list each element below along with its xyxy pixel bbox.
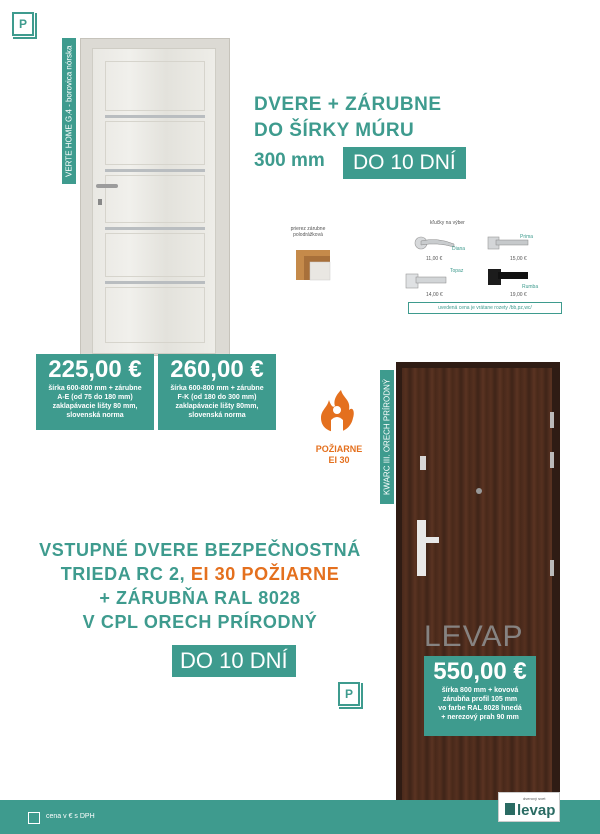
- price-ae-line: A-E (od 75 do 180 mm): [57, 394, 133, 401]
- handle-diana-price: 11,00 €: [426, 256, 443, 262]
- headline-doors: [254, 92, 442, 144]
- entry-line2-fire: EI 30 POŽIARNE: [190, 564, 340, 584]
- handle-prima-price: 15,00 €: [510, 256, 527, 262]
- door2-model-label: KWARC III. ORECH PRÍRODNÝ: [382, 378, 392, 496]
- footer-vat-note: cena v € s DPH: [46, 813, 95, 820]
- fire-person-icon: [313, 386, 361, 436]
- headline-line2: DO ŠÍRKY MÚRU: [254, 120, 415, 141]
- door2-peephole: [476, 488, 482, 494]
- door2-image: [402, 368, 552, 824]
- headline-line1: DVERE + ZÁRUBNE: [254, 94, 442, 115]
- fire-rating-label: [306, 444, 372, 466]
- handle-diana-image: [412, 232, 456, 254]
- door2-hinge: [550, 560, 554, 576]
- handle-topaz-label: Topaz: [450, 268, 464, 274]
- levap-watermark: LEVAP: [424, 620, 524, 653]
- delivery-badge-top: [343, 147, 466, 179]
- door2-hinge: [550, 412, 554, 428]
- price-box-ae: [36, 354, 154, 430]
- entry-line2-a: TRIEDA RC 2,: [60, 564, 191, 584]
- delivery-badge-bottom-label: DO 10 DNÍ: [172, 645, 296, 677]
- door1-model-label: VERTE HOME G.4 - borovica nórska: [64, 45, 74, 177]
- door1-panel: [105, 233, 205, 277]
- price-fk-desc: [158, 383, 276, 420]
- door1-panel: [105, 287, 205, 343]
- footer-checkbox-icon: [28, 812, 40, 824]
- frame-profile-caption: prierez zárubne polodrážková: [290, 226, 326, 238]
- door1-handle: [96, 184, 118, 188]
- handle-prima-label: Prima: [520, 234, 534, 240]
- door2-upper-lock: [420, 456, 426, 470]
- brand-logo-letter: P: [18, 17, 27, 31]
- entry-line1: VSTUPNÉ DVERE BEZPEČNOSTNÁ: [39, 540, 361, 560]
- door1-lock: [98, 199, 102, 205]
- price-fk-line: slovenská norma: [188, 412, 246, 419]
- door2-handle: [417, 537, 439, 543]
- levap-logo-tagline: dverový svet: [523, 796, 546, 801]
- fire-rating-line1: POŽIARNE: [315, 444, 363, 454]
- handle-topaz-price: 14,00 €: [426, 292, 443, 298]
- brand-logo-small-letter: P: [344, 687, 353, 701]
- frame-profile-illustration: [286, 226, 350, 294]
- handle-diana-label: Diana: [452, 246, 466, 252]
- door1-panel: [105, 121, 205, 165]
- price-entry-amount: 550,00 €: [433, 658, 527, 685]
- price-ae-line: šírka 600-800 mm + zárubne: [48, 385, 142, 392]
- price-ae-desc: [36, 383, 154, 420]
- door1-glass-strip: [105, 227, 205, 230]
- handle-rumba-price: 19,00 €: [510, 292, 527, 298]
- price-ae-line: zaklapávacie lišty 80 mm,: [52, 403, 138, 410]
- price-entry-line: šírka 800 mm + kovová: [441, 687, 519, 694]
- door2-model-tag: [380, 370, 394, 504]
- levap-logo: [498, 792, 560, 822]
- door1-model-tag: [62, 38, 76, 184]
- door1-glass-strip: [105, 169, 205, 172]
- price-fk-line: F-K (od 180 do 300 mm): [177, 394, 257, 401]
- brand-logo-icon: [12, 12, 34, 36]
- price-box-entry: [424, 656, 536, 736]
- door1-panel: [105, 175, 205, 223]
- headline-entry-doors: [20, 538, 380, 634]
- price-ae-line: slovenská norma: [66, 412, 124, 419]
- handle-topaz-image: [404, 270, 448, 292]
- brand-logo-small-icon: [338, 682, 360, 706]
- price-fk-line: zaklapávacie lišty 80mm,: [175, 403, 259, 410]
- headline-mm: 300 mm: [254, 150, 325, 171]
- handles-note: uvedená cena je vrátane rozety /bb,pz,wc/: [408, 302, 562, 314]
- price-ae-amount: 225,00 €: [48, 356, 142, 383]
- price-entry-line: + nerezový prah 90 mm: [441, 714, 519, 721]
- levap-logo-name: levap: [517, 802, 556, 819]
- frame-profile-icon: [290, 242, 334, 286]
- handles-title: kľučky na výber: [430, 220, 465, 226]
- price-entry-line: vo farbe RAL 8028 hnedá: [438, 705, 522, 712]
- door1-panel: [105, 61, 205, 111]
- door1-glass-strip: [105, 115, 205, 118]
- price-fk-amount: 260,00 €: [170, 356, 264, 383]
- delivery-badge-bottom: [172, 645, 296, 677]
- door1-image: [92, 48, 216, 354]
- price-fk-line: šírka 600-800 mm + zárubne: [170, 385, 264, 392]
- price-entry-desc: [424, 685, 536, 722]
- entry-line2: [20, 562, 380, 586]
- levap-logo-mark-icon: [505, 803, 515, 815]
- door2-hinge: [550, 452, 554, 468]
- price-box-fk: [158, 354, 276, 430]
- price-entry-line: zárubňa profil 105 mm: [442, 696, 518, 703]
- entry-line3: + ZÁRUBŇA RAL 8028: [99, 588, 301, 608]
- door2-handle-plate: [417, 520, 426, 576]
- handle-rumba-label: Rumba: [522, 284, 539, 290]
- delivery-badge-top-label: DO 10 DNÍ: [343, 147, 466, 179]
- entry-line4: V CPL ORECH PRÍRODNÝ: [82, 612, 318, 632]
- fire-rating-line2: EI 30: [328, 455, 350, 465]
- door1-glass-strip: [105, 281, 205, 284]
